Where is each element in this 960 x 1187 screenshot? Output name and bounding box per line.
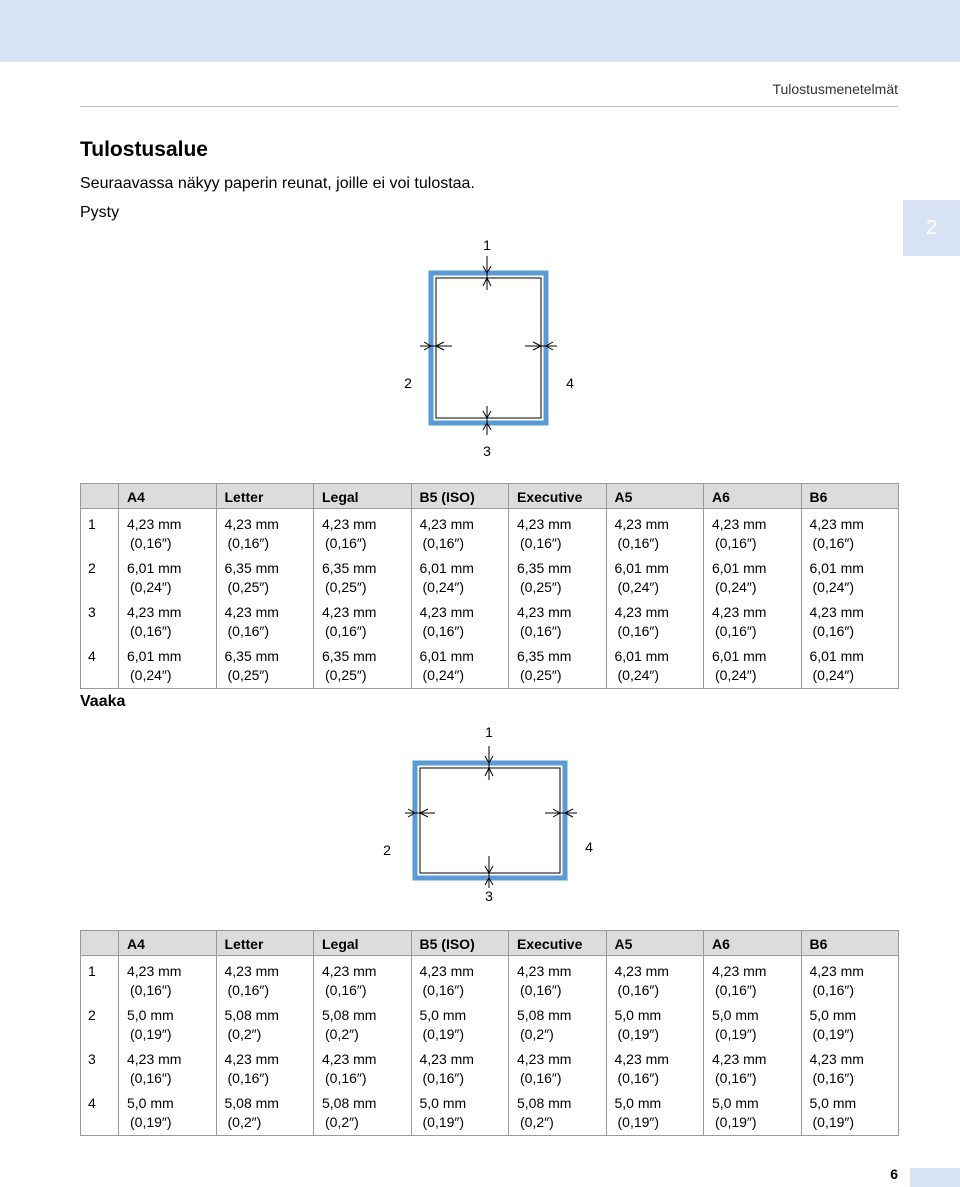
margin-inch-value: (0,24″) (617, 579, 660, 595)
margin-cell (509, 509, 607, 557)
margin-cell (411, 1091, 509, 1136)
margin-inch-value: (0,19″) (812, 1026, 855, 1042)
margin-mm-value: 4,23 mm (614, 604, 669, 620)
table-row (81, 1047, 899, 1091)
margin-inch-value: (0,19″) (715, 1026, 757, 1042)
margin-mm-value: 6,01 mm (614, 560, 669, 576)
margin-cell (411, 644, 509, 689)
margin-cell (411, 1003, 509, 1047)
portrait-margin-table (80, 483, 899, 689)
column-header: A6 (704, 484, 802, 509)
margin-cell (314, 509, 412, 557)
margin-cell (801, 1091, 899, 1136)
margin-mm-value: 6,35 mm (224, 560, 279, 576)
table-row (81, 600, 899, 644)
margin-inch-value: (0,16″) (227, 1070, 270, 1086)
table-row (81, 1003, 899, 1047)
margin-mm-value: 4,23 mm (419, 963, 474, 979)
row-number: 1 (81, 956, 119, 1004)
landscape-margin-table (80, 930, 899, 1136)
margin-mm-value: 4,23 mm (517, 963, 572, 979)
margin-mm-value: 5,0 mm (809, 1007, 857, 1023)
margin-mm-value: 5,08 mm (517, 1095, 572, 1111)
margin-cell (606, 556, 704, 600)
portrait-callout-left: 2 (404, 375, 412, 391)
margin-inch-value: (0,16″) (715, 623, 757, 639)
margin-mm-value: 4,23 mm (517, 516, 572, 532)
margin-mm-value: 4,23 mm (419, 516, 474, 532)
margin-inch-value: (0,19″) (422, 1026, 465, 1042)
margin-mm-value: 6,01 mm (809, 648, 864, 664)
margin-cell (119, 1047, 217, 1091)
margin-cell (704, 1047, 802, 1091)
margin-inch-value: (0,2″) (227, 1114, 262, 1130)
margin-cell (119, 956, 217, 1004)
margin-mm-value: 4,23 mm (712, 516, 767, 532)
margin-inch-value: (0,16″) (227, 623, 270, 639)
margin-cell (314, 956, 412, 1004)
margin-mm-value: 6,35 mm (517, 648, 572, 664)
margin-mm-value: 6,01 mm (614, 648, 669, 664)
margin-cell (704, 1091, 802, 1136)
margin-inch-value: (0,25″) (520, 667, 562, 683)
margin-inch-value: (0,16″) (715, 982, 757, 998)
table-row (81, 1091, 899, 1136)
margin-inch-value: (0,16″) (520, 623, 562, 639)
column-header: Executive (509, 484, 607, 509)
column-header: A5 (606, 931, 704, 956)
chapter-tab: 2 (903, 200, 960, 256)
margin-inch-value: (0,24″) (130, 667, 172, 683)
landscape-callout-bottom: 3 (485, 888, 493, 904)
row-number: 3 (81, 600, 119, 644)
margin-inch-value: (0,2″) (325, 1026, 359, 1042)
margin-cell (801, 1047, 899, 1091)
row-number: 4 (81, 1091, 119, 1136)
margin-cell (704, 1003, 802, 1047)
margin-inch-value: (0,19″) (617, 1114, 660, 1130)
margin-inch-value: (0,16″) (325, 1070, 367, 1086)
margin-inch-value: (0,16″) (325, 982, 367, 998)
landscape-callout-top: 1 (485, 724, 493, 740)
margin-mm-value: 5,08 mm (224, 1095, 279, 1111)
margin-mm-value: 4,23 mm (809, 963, 864, 979)
margin-mm-value: 4,23 mm (517, 1051, 572, 1067)
margin-mm-value: 4,23 mm (224, 604, 279, 620)
margin-mm-value: 5,0 mm (614, 1095, 662, 1111)
margin-cell (411, 1047, 509, 1091)
margin-inch-value: (0,16″) (325, 535, 367, 551)
table-row (81, 644, 899, 689)
margin-mm-value: 5,08 mm (322, 1095, 377, 1111)
table-header-row (81, 931, 899, 956)
margin-cell (216, 600, 314, 644)
margin-mm-value: 6,01 mm (127, 560, 182, 576)
margin-inch-value: (0,16″) (617, 535, 660, 551)
margin-mm-value: 4,23 mm (809, 604, 864, 620)
margin-cell (119, 644, 217, 689)
margin-cell (606, 509, 704, 557)
margin-inch-value: (0,16″) (520, 535, 562, 551)
margin-cell (119, 1003, 217, 1047)
table-corner-cell (81, 931, 119, 956)
margin-cell (606, 1091, 704, 1136)
row-number: 2 (81, 1003, 119, 1047)
section-intro: Seuraavassa näkyy paperin reunat, joille ei voi tulostaa. (80, 175, 475, 192)
margin-inch-value: (0,16″) (812, 623, 855, 639)
margin-inch-value: (0,16″) (617, 623, 660, 639)
table-header-row (81, 484, 899, 509)
column-header: Letter (216, 484, 314, 509)
margin-inch-value: (0,16″) (715, 1070, 757, 1086)
margin-inch-value: (0,19″) (130, 1114, 172, 1130)
margin-mm-value: 4,23 mm (127, 604, 182, 620)
running-header-title: Tulostusmenetelmät (772, 81, 898, 97)
landscape-label: Vaaka (80, 693, 126, 710)
column-header: B5 (ISO) (411, 931, 509, 956)
margin-inch-value: (0,19″) (812, 1114, 855, 1130)
portrait-label: Pysty (80, 204, 120, 221)
margin-mm-value: 4,23 mm (712, 963, 767, 979)
margin-mm-value: 5,0 mm (712, 1095, 759, 1111)
column-header: A5 (606, 484, 704, 509)
margin-mm-value: 4,23 mm (614, 1051, 669, 1067)
margin-inch-value: (0,16″) (422, 535, 465, 551)
margin-mm-value: 5,0 mm (614, 1007, 662, 1023)
margin-cell (411, 556, 509, 600)
margin-mm-value: 4,23 mm (127, 516, 182, 532)
margin-cell (119, 509, 217, 557)
margin-inch-value: (0,16″) (812, 1070, 855, 1086)
margin-mm-value: 4,23 mm (712, 1051, 767, 1067)
margin-mm-value: 4,23 mm (127, 963, 182, 979)
margin-cell (704, 509, 802, 557)
margin-mm-value: 4,23 mm (517, 604, 572, 620)
margin-inch-value: (0,24″) (130, 579, 172, 595)
table-corner-cell (81, 484, 119, 509)
margin-inch-value: (0,25″) (325, 579, 367, 595)
landscape-callout-right: 4 (585, 839, 593, 855)
margin-inch-value: (0,25″) (325, 667, 367, 683)
margin-inch-value: (0,16″) (130, 623, 172, 639)
margin-inch-value: (0,19″) (130, 1026, 172, 1042)
margin-cell (216, 644, 314, 689)
landscape-paper-outline (415, 763, 565, 878)
margin-mm-value: 4,23 mm (322, 516, 377, 532)
margin-cell (216, 509, 314, 557)
margin-mm-value: 4,23 mm (419, 604, 474, 620)
margin-inch-value: (0,16″) (227, 535, 270, 551)
column-header: B6 (801, 931, 899, 956)
margin-inch-value: (0,25″) (227, 667, 270, 683)
margin-cell (314, 1047, 412, 1091)
margin-mm-value: 5,0 mm (712, 1007, 759, 1023)
margin-mm-value: 5,08 mm (517, 1007, 572, 1023)
margin-cell (704, 956, 802, 1004)
margin-cell (411, 956, 509, 1004)
margin-cell (216, 1003, 314, 1047)
margin-inch-value: (0,16″) (617, 1070, 660, 1086)
margin-mm-value: 4,23 mm (809, 1051, 864, 1067)
margin-cell (606, 644, 704, 689)
margin-inch-value: (0,16″) (715, 535, 757, 551)
margin-cell (411, 509, 509, 557)
portrait-callout-bottom: 3 (483, 443, 491, 459)
margin-mm-value: 6,01 mm (809, 560, 864, 576)
portrait-paper-outline (431, 273, 546, 423)
margin-mm-value: 5,08 mm (322, 1007, 377, 1023)
margin-mm-value: 6,35 mm (322, 560, 377, 576)
margin-cell (801, 556, 899, 600)
margin-inch-value: (0,24″) (422, 667, 465, 683)
margin-inch-value: (0,16″) (325, 623, 367, 639)
column-header: B6 (801, 484, 899, 509)
margin-inch-value: (0,16″) (130, 1070, 172, 1086)
margin-mm-value: 4,23 mm (809, 516, 864, 532)
margin-mm-value: 5,08 mm (224, 1007, 279, 1023)
margin-mm-value: 6,35 mm (224, 648, 279, 664)
margin-inch-value: (0,24″) (715, 579, 757, 595)
margin-mm-value: 6,01 mm (127, 648, 182, 664)
margin-mm-value: 6,35 mm (322, 648, 377, 664)
margin-inch-value: (0,16″) (520, 982, 562, 998)
margin-cell (509, 556, 607, 600)
margin-mm-value: 6,01 mm (712, 560, 767, 576)
margin-cell (509, 644, 607, 689)
margin-mm-value: 4,23 mm (127, 1051, 182, 1067)
margin-inch-value: (0,25″) (520, 579, 562, 595)
portrait-callout-top: 1 (483, 237, 491, 253)
column-header: Letter (216, 931, 314, 956)
margin-mm-value: 4,23 mm (614, 516, 669, 532)
margin-mm-value: 4,23 mm (614, 963, 669, 979)
margin-cell (314, 600, 412, 644)
margin-inch-value: (0,2″) (227, 1026, 262, 1042)
margin-cell (801, 644, 899, 689)
table-row (81, 509, 899, 557)
column-header: Executive (509, 931, 607, 956)
margin-inch-value: (0,16″) (812, 982, 855, 998)
margin-cell (606, 600, 704, 644)
margin-cell (801, 600, 899, 644)
margin-cell (801, 956, 899, 1004)
margin-cell (411, 600, 509, 644)
landscape-callout-left: 2 (383, 842, 391, 858)
margin-inch-value: (0,24″) (812, 579, 855, 595)
margin-mm-value: 6,01 mm (419, 648, 474, 664)
table-row (81, 956, 899, 1004)
page-number: 6 (890, 1166, 898, 1182)
margin-cell (509, 600, 607, 644)
margin-cell (314, 1091, 412, 1136)
margin-mm-value: 4,23 mm (224, 516, 279, 532)
margin-mm-value: 6,01 mm (712, 648, 767, 664)
margin-mm-value: 5,0 mm (419, 1007, 467, 1023)
margin-inch-value: (0,16″) (422, 1070, 465, 1086)
top-color-band (0, 0, 960, 62)
margin-mm-value: 5,0 mm (127, 1095, 174, 1111)
margin-inch-value: (0,16″) (617, 982, 660, 998)
column-header: A4 (119, 484, 217, 509)
margin-mm-value: 4,23 mm (322, 1051, 377, 1067)
row-number: 1 (81, 509, 119, 557)
margin-cell (509, 956, 607, 1004)
column-header: Legal (314, 484, 412, 509)
margin-cell (119, 556, 217, 600)
margin-cell (314, 1003, 412, 1047)
margin-cell (216, 556, 314, 600)
margin-mm-value: 6,01 mm (419, 560, 474, 576)
margin-cell (509, 1047, 607, 1091)
section-title: Tulostusalue (80, 138, 208, 161)
margin-cell (216, 956, 314, 1004)
margin-cell (216, 1091, 314, 1136)
table-row (81, 556, 899, 600)
margin-mm-value: 5,0 mm (127, 1007, 174, 1023)
margin-inch-value: (0,16″) (227, 982, 270, 998)
margin-mm-value: 4,23 mm (224, 1051, 279, 1067)
margin-mm-value: 6,35 mm (517, 560, 572, 576)
margin-inch-value: (0,24″) (812, 667, 855, 683)
margin-cell (509, 1091, 607, 1136)
margin-cell (801, 509, 899, 557)
margin-cell (216, 1047, 314, 1091)
margin-cell (119, 1091, 217, 1136)
landscape-diagram (365, 718, 615, 908)
margin-mm-value: 5,0 mm (809, 1095, 857, 1111)
margin-cell (704, 644, 802, 689)
margin-cell (704, 600, 802, 644)
column-header: B5 (ISO) (411, 484, 509, 509)
margin-inch-value: (0,16″) (422, 623, 465, 639)
margin-inch-value: (0,16″) (520, 1070, 562, 1086)
column-header: A4 (119, 931, 217, 956)
margin-inch-value: (0,16″) (130, 982, 172, 998)
header-rule (80, 106, 898, 107)
column-header: Legal (314, 931, 412, 956)
row-number: 2 (81, 556, 119, 600)
margin-cell (119, 600, 217, 644)
margin-inch-value: (0,24″) (422, 579, 465, 595)
margin-inch-value: (0,2″) (325, 1114, 359, 1130)
portrait-diagram (380, 230, 600, 465)
margin-cell (606, 1003, 704, 1047)
row-number: 3 (81, 1047, 119, 1091)
margin-inch-value: (0,16″) (130, 535, 172, 551)
margin-inch-value: (0,25″) (227, 579, 270, 595)
margin-cell (606, 1047, 704, 1091)
margin-cell (801, 1003, 899, 1047)
margin-mm-value: 4,23 mm (419, 1051, 474, 1067)
margin-cell (704, 556, 802, 600)
margin-cell (314, 556, 412, 600)
margin-inch-value: (0,16″) (812, 535, 855, 551)
margin-mm-value: 5,0 mm (419, 1095, 467, 1111)
margin-inch-value: (0,24″) (617, 667, 660, 683)
margin-mm-value: 4,23 mm (322, 963, 377, 979)
margin-inch-value: (0,16″) (422, 982, 465, 998)
portrait-callout-right: 4 (566, 375, 574, 391)
margin-inch-value: (0,2″) (520, 1114, 554, 1130)
margin-inch-value: (0,19″) (715, 1114, 757, 1130)
margin-mm-value: 4,23 mm (322, 604, 377, 620)
margin-inch-value: (0,24″) (715, 667, 757, 683)
margin-mm-value: 4,23 mm (712, 604, 767, 620)
margin-inch-value: (0,19″) (422, 1114, 465, 1130)
margin-cell (314, 644, 412, 689)
row-number: 4 (81, 644, 119, 689)
margin-inch-value: (0,2″) (520, 1026, 554, 1042)
margin-cell (509, 1003, 607, 1047)
page-number-bar (910, 1168, 960, 1187)
margin-inch-value: (0,19″) (617, 1026, 660, 1042)
column-header: A6 (704, 931, 802, 956)
margin-mm-value: 4,23 mm (224, 963, 279, 979)
margin-cell (606, 956, 704, 1004)
